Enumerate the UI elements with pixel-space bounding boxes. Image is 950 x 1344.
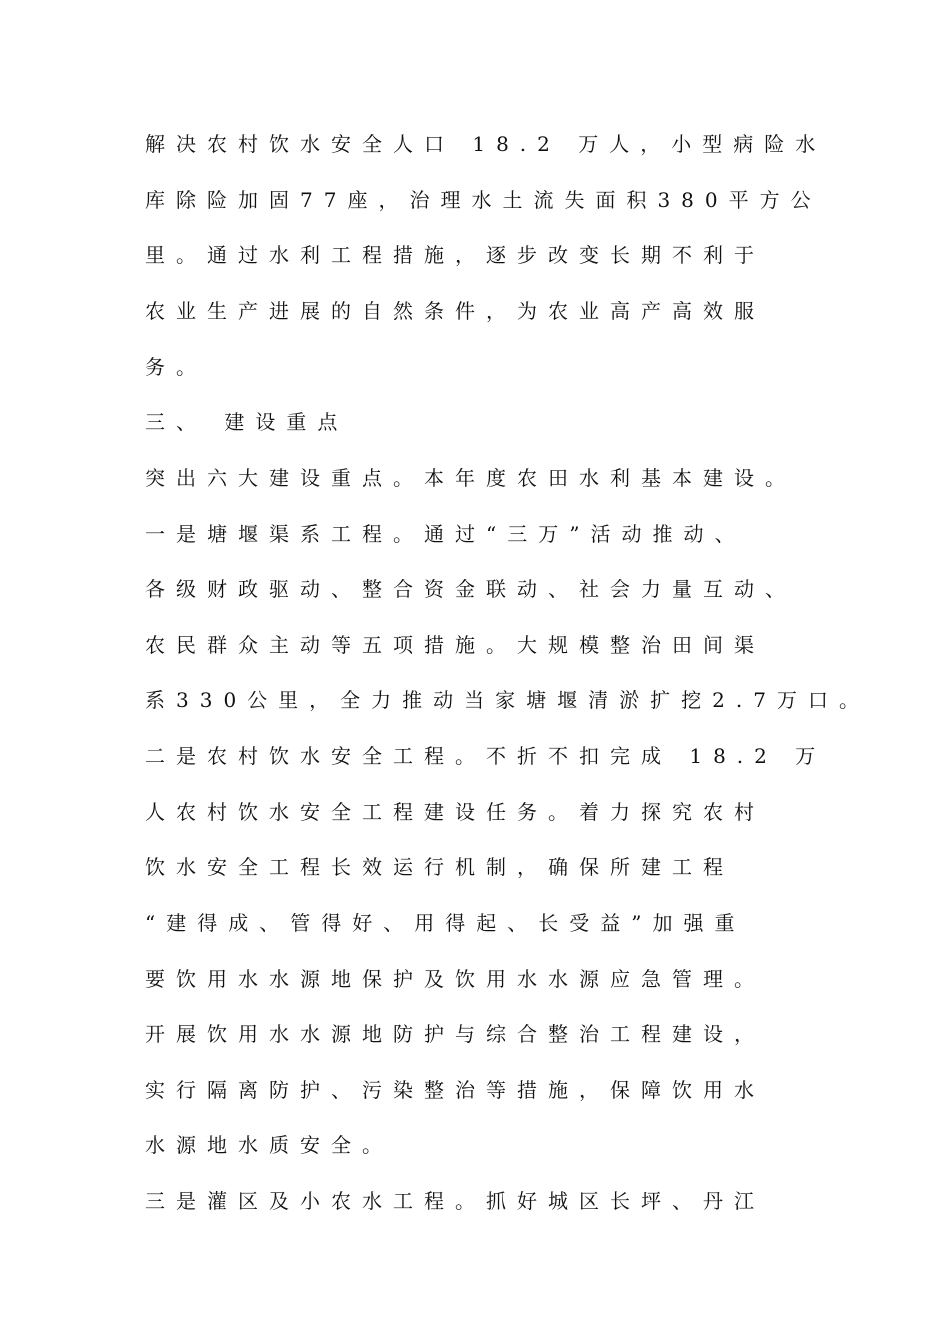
text-line: 农业生产进展的自然条件，为农业高产高效服 [145,299,765,323]
text-line: 务。 [145,355,207,379]
text-line: 二是农村饮水安全工程。不折不扣完成 18.2 万 [145,744,827,768]
text-line: 各级财政驱动、整合资金联动、社会力量互动、 [145,577,796,601]
text-line: 水源地水质安全。 [145,1133,393,1157]
text-line: 三是灌区及小农水工程。抓好城区长坪、丹江 [145,1189,765,1213]
text-line: “建得成、管得好、用得起、长受益”加强重 [145,911,746,935]
text-line: 实行隔离防护、污染整治等措施，保障饮用水 [145,1078,765,1102]
text-line: 要饮用水水源地保护及饮用水水源应急管理。 [145,967,765,991]
text-line: 库除险加固77座，治理水土流失面积380平方公 [145,188,822,212]
text-line: 一是塘堰渠系工程。通过“三万”活动推动、 [145,522,746,546]
text-line: 突出六大建设重点。本年度农田水利基本建设。 [145,466,796,490]
text-line: 系330公里，全力推动当家塘堰清淤扩挖2.7万口。 [145,688,870,712]
section-heading: 三、 建设重点 [145,410,349,434]
text-line: 饮水安全工程长效运行机制，确保所建工程 [145,855,734,879]
text-line: 里。通过水利工程措施，逐步改变长期不利于 [145,243,765,267]
text-line: 解决农村饮水安全人口 18.2 万人，小型病险水 [145,132,827,156]
text-line: 农民群众主动等五项措施。大规模整治田间渠 [145,633,765,657]
text-line: 人农村饮水安全工程建设任务。着力探究农村 [145,800,765,824]
text-line: 开展饮用水水源地防护与综合整治工程建设， [145,1022,765,1046]
